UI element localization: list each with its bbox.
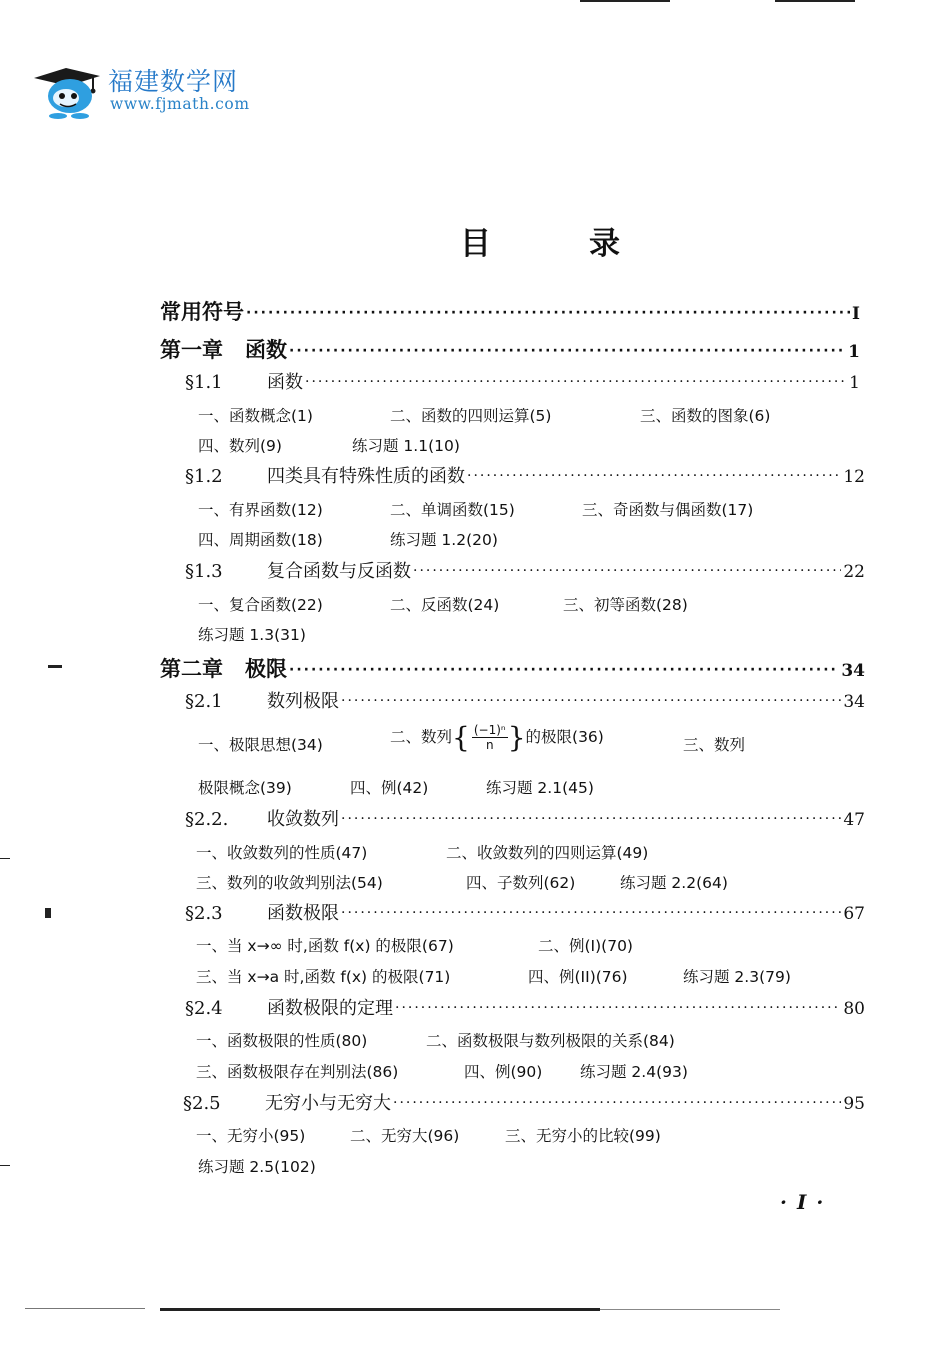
s12-item-3[interactable]: 三、奇函数与偶函数(17) [582,501,754,519]
section-1-2-name: 四类具有特殊性质的函数 [267,466,465,487]
leader-dots [395,1000,841,1016]
s25-item-3[interactable]: 三、无穷小的比较(99) [505,1127,661,1145]
s25-exercise[interactable]: 练习题 2.5(102) [198,1158,316,1176]
section-2-1-name: 数列极限 [267,691,339,712]
leader-dots [341,811,841,827]
s11-item-1[interactable]: 一、函数概念(1) [198,407,313,425]
toc-section-1-3[interactable] [185,557,865,585]
s22-item-2[interactable]: 二、收敛数列的四则运算(49) [446,844,649,862]
scan-line-bottom-2 [25,1308,145,1309]
section-1-3-name: 复合函数与反函数 [267,561,411,582]
scan-line-bottom [160,1308,600,1311]
toc-section-2-5[interactable] [183,1089,865,1117]
leader-dots [393,1095,841,1111]
fraction [472,723,508,752]
s23-item-1[interactable]: 一、当 x→∞ 时,函数 f(x) 的极限(67) [196,937,454,955]
s21-exercise[interactable]: 练习题 2.1(45) [486,779,594,797]
leader-dots [341,905,841,921]
right-brace-icon: } [507,721,526,754]
s12-item-2[interactable]: 二、单调函数(15) [390,501,515,519]
toc-section-1-2[interactable] [185,462,865,490]
s21-item-3-cont[interactable]: 极限概念(39) [198,779,292,797]
s12-exercise[interactable]: 练习题 1.2(20) [390,531,498,549]
s23-item-2[interactable]: 二、例(I)(70) [538,937,633,955]
s25-item-1[interactable]: 一、无穷小(95) [196,1127,306,1145]
s21-item-4[interactable]: 四、例(42) [350,779,429,797]
section-1-1-num: §1.1 [185,372,223,393]
title-char-1: 目 [460,226,491,262]
left-brace-icon: { [452,721,470,754]
chapter-2-name: 极限 [245,657,287,681]
section-2-2-name: 收敛数列 [267,809,339,830]
s13-exercise[interactable]: 练习题 1.3(31) [198,626,306,644]
section-2-1-page: 34 [843,692,865,712]
toc-chapter-1[interactable] [160,334,860,362]
section-2-4-name: 函数极限的定理 [267,998,393,1019]
footer-dot-right: · [816,1190,834,1214]
section-2-5-num: §2.5 [183,1093,221,1114]
scan-line-top-1 [580,0,670,2]
toc-symbols-page: I [852,304,860,324]
chapter-1-label: 第一章 [160,338,223,362]
s22-exercise[interactable]: 练习题 2.2(64) [620,874,728,892]
s25-item-2[interactable]: 二、无穷大(96) [350,1127,460,1145]
s23-exercise[interactable]: 练习题 2.3(79) [683,968,791,986]
s21-item-2-pre: 二、数列 [390,728,453,746]
chapter-2-label: 第二章 [160,657,223,681]
s22-item-3[interactable]: 三、数列的收敛判别法(54) [196,874,383,892]
margin-mark-2 [45,908,51,918]
logo-url[interactable]: www.fjmath.com [110,95,250,113]
s13-item-3[interactable]: 三、初等函数(28) [563,596,688,614]
toc-section-2-4[interactable] [185,994,865,1022]
site-logo [30,62,300,122]
toc-section-2-1[interactable] [185,687,865,715]
s11-item-4[interactable]: 四、数列(9) [198,437,282,455]
s11-exercise[interactable]: 练习题 1.1(10) [352,437,460,455]
s21-item-1[interactable]: 一、极限思想(34) [198,736,323,754]
section-2-2-num: §2.2. [185,809,229,830]
footer-page: I [796,1190,817,1214]
s12-item-1[interactable]: 一、有界函数(12) [198,501,323,519]
fraction-numerator: (−1)ⁿ [473,723,506,737]
section-2-5-name: 无穷小与无穷大 [265,1093,391,1114]
section-2-3-page: 67 [843,904,865,924]
title-char-2: 录 [589,226,620,262]
s22-item-4[interactable]: 四、子数列(62) [466,874,576,892]
section-2-3-name: 函数极限 [267,903,339,924]
margin-mark-4 [0,1165,10,1166]
scan-line-bottom-3 [600,1309,780,1310]
toc-symbols[interactable] [160,296,860,324]
leader-dots [341,693,841,709]
s24-item-1[interactable]: 一、函数极限的性质(80) [196,1032,368,1050]
s11-item-2[interactable]: 二、函数的四则运算(5) [390,407,552,425]
section-1-1-name: 函数 [267,372,303,393]
leader-dots [305,374,847,390]
s23-item-3[interactable]: 三、当 x→a 时,函数 f(x) 的极限(71) [196,968,451,986]
margin-mark-1 [48,665,62,668]
logo-name: 福建数学网 [108,67,239,96]
s24-item-3[interactable]: 三、函数极限存在判别法(86) [196,1063,399,1081]
s24-item-4[interactable]: 四、例(90) [464,1063,543,1081]
section-2-4-page: 80 [843,999,865,1019]
section-2-5-page: 95 [843,1094,865,1114]
section-1-2-num: §1.2 [185,466,223,487]
leader-dots [467,468,841,484]
s23-item-4[interactable]: 四、例(II)(76) [528,968,628,986]
toc-symbols-label: 常用符号 [160,300,244,324]
leader-dots [289,662,839,678]
mascot-icon [30,64,108,120]
section-1-1-page: 1 [849,373,860,393]
s21-item-2[interactable] [390,721,604,754]
chapter-2-page: 34 [841,661,865,681]
section-1-3-page: 22 [843,562,865,582]
s22-item-1[interactable]: 一、收敛数列的性质(47) [196,844,368,862]
leader-dots [246,305,850,321]
section-2-4-num: §2.4 [185,998,223,1019]
toc-chapter-2[interactable] [160,653,865,681]
section-2-1-num: §2.1 [185,691,223,712]
s21-item-3[interactable]: 三、数列 [683,736,746,754]
s21-item-2-post: 的极限(36) [525,728,604,746]
scan-line-top-2 [775,0,855,2]
s11-item-3[interactable]: 三、函数的图象(6) [640,407,771,425]
toc-section-1-1[interactable] [185,368,860,396]
section-1-3-num: §1.3 [185,561,223,582]
margin-mark-3 [0,858,10,859]
s13-item-1[interactable]: 一、复合函数(22) [198,596,323,614]
toc-section-2-3[interactable] [185,899,865,927]
section-1-2-page: 12 [843,467,865,487]
s12-item-4[interactable]: 四、周期函数(18) [198,531,323,549]
s13-item-2[interactable]: 二、反函数(24) [390,596,500,614]
section-2-2-page: 47 [843,810,865,830]
section-2-3-num: §2.3 [185,903,223,924]
page-title [460,218,620,263]
toc-section-2-2[interactable] [185,805,865,833]
s24-item-2[interactable]: 二、函数极限与数列极限的关系(84) [426,1032,675,1050]
chapter-1-name: 函数 [245,338,287,362]
chapter-1-page: 1 [848,342,860,362]
footer-dot-left: · [780,1190,797,1214]
footer-page-number [780,1190,833,1214]
s24-exercise[interactable]: 练习题 2.4(93) [580,1063,688,1081]
leader-dots [413,563,841,579]
leader-dots [289,343,846,359]
fraction-denominator: n [485,738,494,752]
